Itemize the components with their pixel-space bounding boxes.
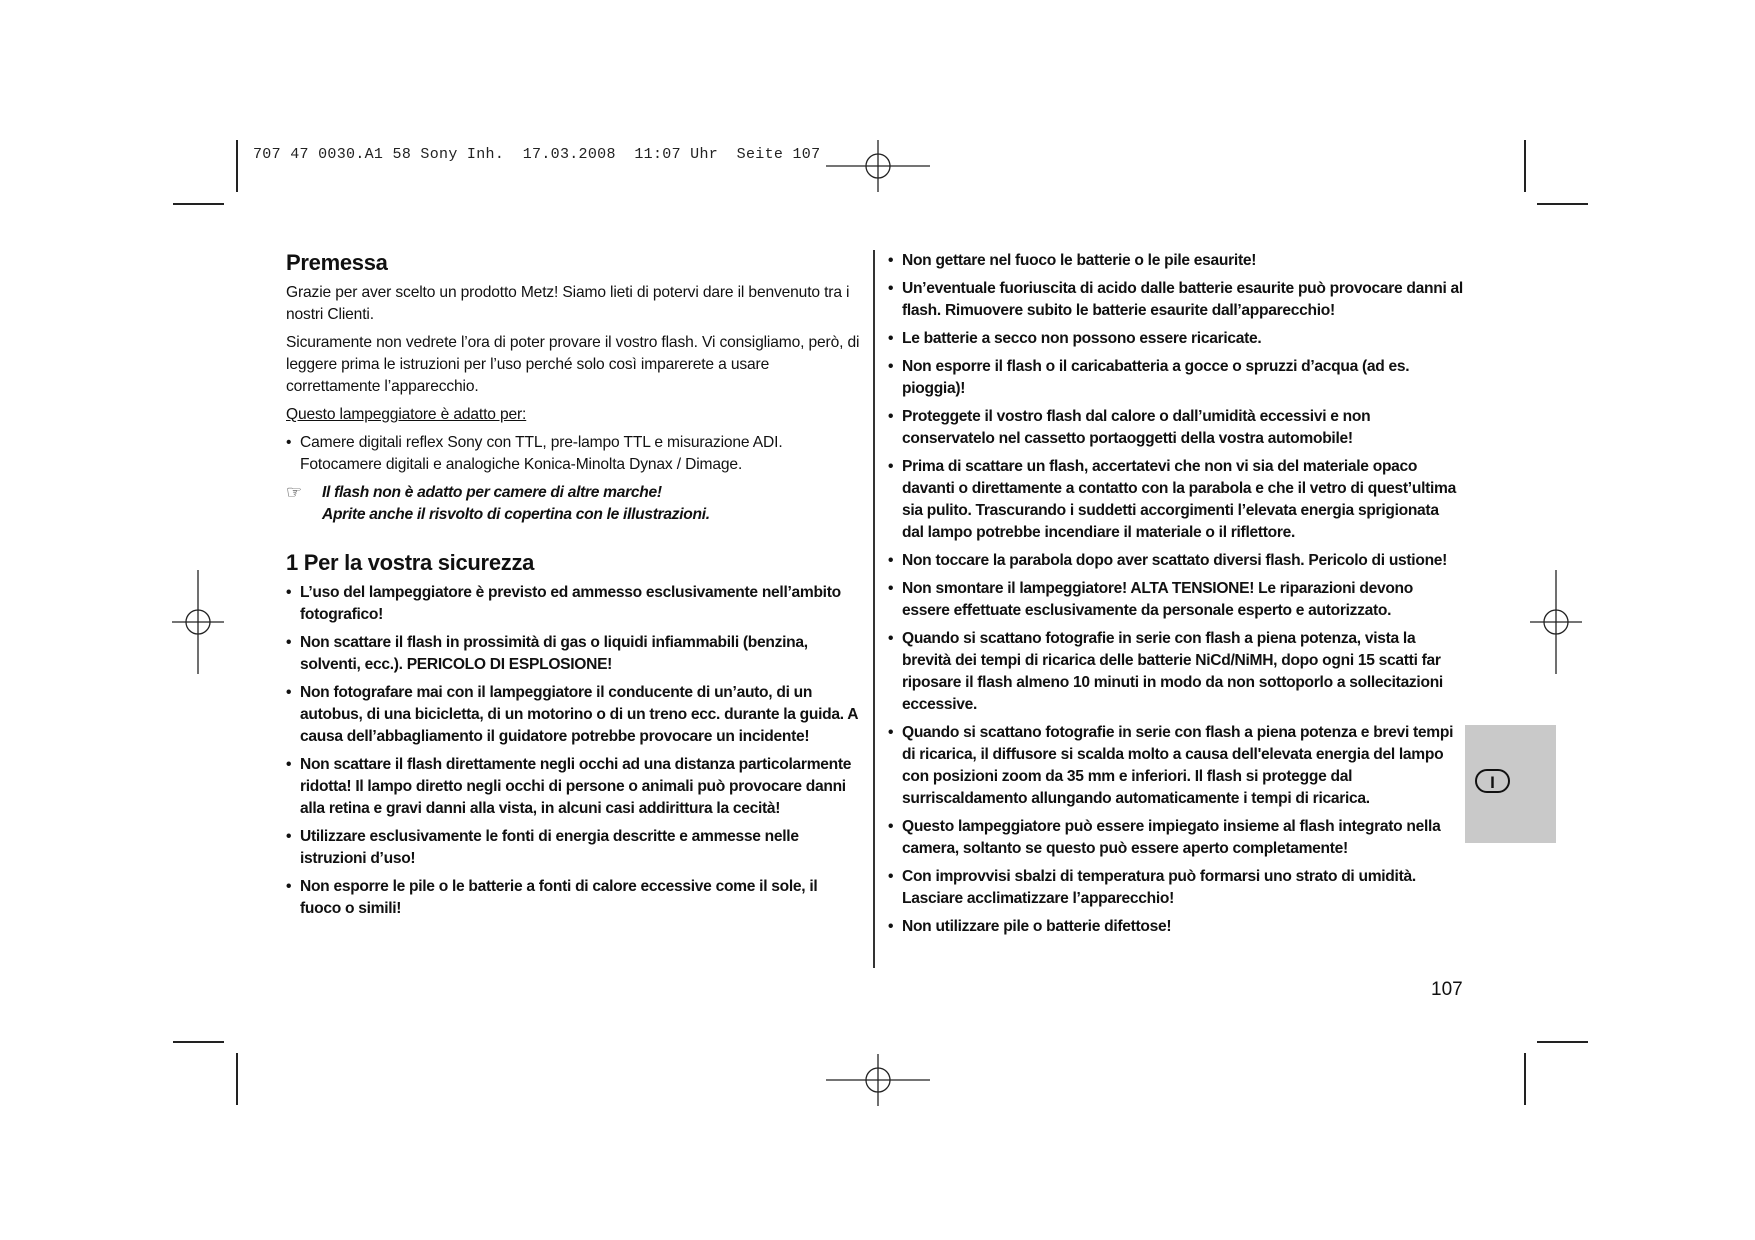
- premessa-heading: Premessa: [286, 250, 388, 275]
- registration-mark-top: [826, 140, 930, 192]
- list-item: • Quando si scattano fotografie in serie con flash a piena potenza, vista la brevità dei tempi di ricarica delle batterie NiCd/NiMH, dopo ogni 15 scatti far riposare il flash almeno 10 minuti in modo da non sottoporlo a sollecitazioni eccessive.: [888, 628, 1463, 716]
- registration-mark-right: [1530, 570, 1582, 674]
- registration-mark-left: [172, 570, 224, 674]
- crop-mark: [1537, 203, 1588, 205]
- intro-paragraph: Grazie per aver scelto un prodotto Metz! Siamo lieti di potervi dare il benvenuto tra i nostri Clienti.: [286, 284, 850, 323]
- right-column: [888, 250, 1463, 944]
- list-item: • Non gettare nel fuoco le batterie o le pile esaurite!: [888, 250, 1463, 272]
- list-item: • Non fotografare mai con il lampeggiatore il conducente di un’auto, di un autobus, di una bicicletta, di un motorino o di un treno ecc. durante la guida. A causa dell’abbagliamento il guidatore potrebbe provocare un incidente!: [286, 682, 860, 748]
- registration-mark-bottom: [826, 1054, 930, 1106]
- crop-mark: [173, 203, 224, 205]
- suitable-label: Questo lampeggiatore è adatto per:: [286, 406, 527, 423]
- language-badge: I: [1475, 769, 1510, 793]
- list-item: • Non utilizzare pile o batterie difettose!: [888, 916, 1463, 938]
- list-item: • Utilizzare esclusivamente le fonti di energia descritte e ammesse nelle istruzioni d’uso!: [286, 826, 860, 870]
- list-item: • Quando si scattano fotografie in serie con flash a piena potenza e brevi tempi di ricarica, il diffusore si scalda molto a causa dell'elevata energia del lampo con posizioni zoom da 35 mm e inferiori. Il flash si protegge dal surriscaldamento allungando automaticamente i tempi di ricarica.: [888, 722, 1463, 810]
- list-item: • Non scattare il flash direttamente negli occhi ad una distanza particolarmente ridotta! Il lampo diretto negli occhi di persone o animali può provocare danni alla retina e gravi danni alla vista, in alcuni casi addirittura la cecità!: [286, 754, 860, 820]
- list-item: • Con improvvisi sbalzi di temperatura può formarsi uno strato di umidità. Lasciare acclimatizzare l’apparecchio!: [888, 866, 1463, 910]
- list-item: • Un’eventuale fuoriuscita di acido dalle batterie esaurite può provocare danni al flash. Rimuovere subito le batterie esaurite dall’apparecchio!: [888, 278, 1463, 322]
- safety-list-continued: [888, 250, 1463, 938]
- intro-paragraph: Sicuramente non vedrete l’ora di poter provare il vostro flash. Vi consigliamo, però, di leggere prima le istruzioni per l’uso perché solo così imparerete a usare correttamente l’apparecchio.: [286, 334, 860, 395]
- list-item: • Non toccare la parabola dopo aver scattato diversi flash. Pericolo di ustione!: [888, 550, 1463, 572]
- list-item: • Non esporre le pile o le batterie a fonti di calore eccessive come il sole, il fuoco o simili!: [286, 876, 860, 920]
- suitable-list: [286, 432, 860, 476]
- list-item: • Questo lampeggiatore può essere impiegato insieme al flash integrato nella camera, soltanto se questo può essere aperto completamente!: [888, 816, 1463, 860]
- crop-mark: [1524, 1053, 1526, 1105]
- left-column: [286, 250, 860, 926]
- list-item: • Non esporre il flash o il caricabatteria a gocce o spruzzi d’acqua (ad es. pioggia)!: [888, 356, 1463, 400]
- crop-mark: [1537, 1041, 1588, 1043]
- list-item: • Non smontare il lampeggiatore! ALTA TENSIONE! Le riparazioni devono essere effettuate esclusivamente da personale esperto e autorizzato.: [888, 578, 1463, 622]
- list-item: • Proteggete il vostro flash dal calore o dall’umidità eccessivi e non conservatelo nel cassetto portaoggetti della vostra automobile!: [888, 406, 1463, 450]
- column-divider: [873, 250, 875, 968]
- crop-mark: [236, 140, 238, 192]
- crop-mark: [236, 1053, 238, 1105]
- safety-list: [286, 582, 860, 920]
- note-line: Aprite anche il risvolto di copertina con le illustrazioni.: [322, 506, 710, 523]
- list-item: • Non scattare il flash in prossimità di gas o liquidi infiammabili (benzina, solventi, ecc.). PERICOLO DI ESPLOSIONE!: [286, 632, 860, 676]
- pointing-hand-icon: ☞: [286, 482, 302, 502]
- crop-mark: [173, 1041, 224, 1043]
- list-item: • Le batterie a secco non possono essere ricaricate.: [888, 328, 1463, 350]
- safety-heading: 1 Per la vostra sicurezza: [286, 550, 535, 575]
- crop-mark: [1524, 140, 1526, 192]
- print-slug: 707 47 0030.A1 58 Sony Inh. 17.03.2008 11:07 Uhr Seite 107: [253, 146, 821, 163]
- note: [286, 482, 860, 526]
- list-item: • Prima di scattare un flash, accertatevi che non vi sia del materiale opaco davanti o direttamente a contatto con la parabola e che il vetro di quest’ultima sia pulito. Trascurando i suddetti accorgimenti l’elevata energia sprigionata dal lampo potrebbe incendiare il materiale o il riflettore.: [888, 456, 1463, 544]
- list-item: • Camere digitali reflex Sony con TTL, pre-lampo TTL e misurazione ADI. Fotocamere digitali e analogiche Konica-Minolta Dynax / Dimage.: [286, 432, 860, 476]
- list-item: • L’uso del lampeggiatore è previsto ed ammesso esclusivamente nell’ambito fotografico!: [286, 582, 860, 626]
- note-line: Il flash non è adatto per camere di altre marche!: [322, 484, 662, 501]
- page-number: 107: [1431, 979, 1463, 1000]
